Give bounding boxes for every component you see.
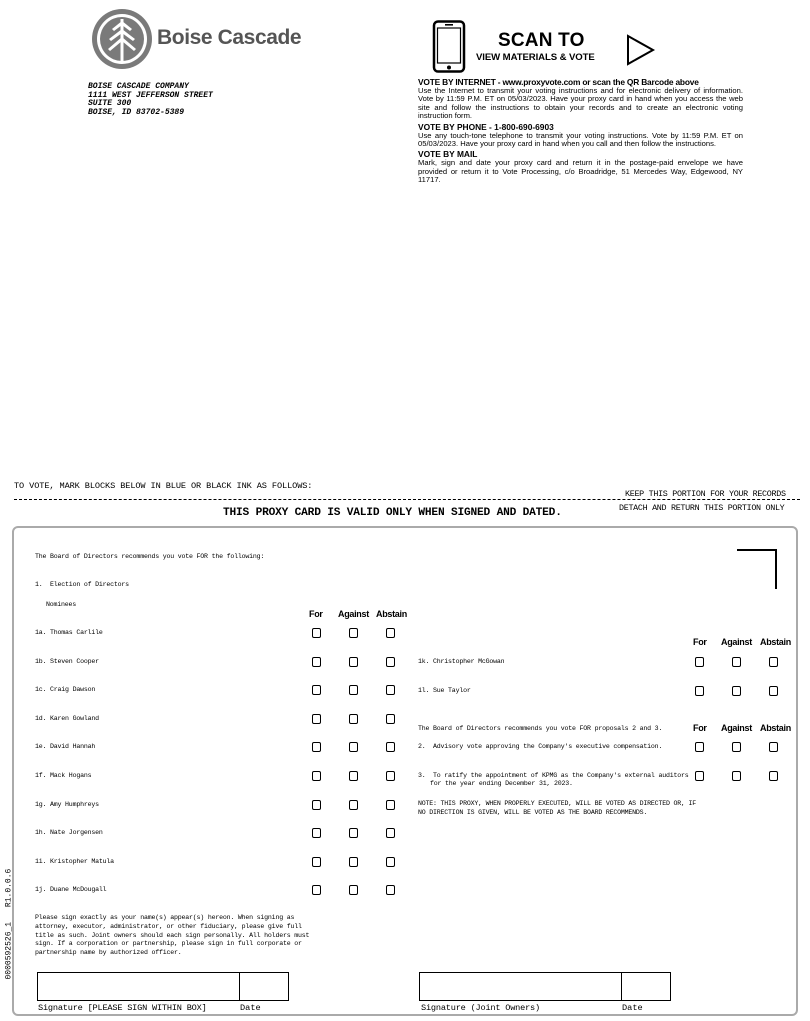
corner-mark <box>737 549 777 589</box>
board-recommendation-1: The Board of Directors recommends you vote FOR the following: <box>35 553 265 560</box>
logo-wordmark: Boise Cascade <box>157 26 302 49</box>
voting-instructions <box>418 77 743 185</box>
nominee-left-6-against-checkbox[interactable] <box>349 771 358 781</box>
nominee-name: 1l. Sue Taylor <box>418 686 471 694</box>
col-against-proposals: Against <box>721 723 752 733</box>
joint-date-box[interactable] <box>621 972 671 1001</box>
nominee-left-4-abstain-checkbox[interactable] <box>386 714 395 724</box>
proposal-2-abstain-checkbox[interactable] <box>769 742 778 752</box>
proposal-3-abstain-checkbox[interactable] <box>769 771 778 781</box>
proposal-3-text-cont: for the year ending December 31, 2023. <box>430 780 573 787</box>
signing-instruction-line: title as such. Joint owners should each sign personally. All holders must <box>35 931 310 939</box>
proposal-3-for-checkbox[interactable] <box>695 771 704 781</box>
nominee-left-1-abstain-checkbox[interactable] <box>386 628 395 638</box>
proxy-note: NOTE: THIS PROXY, WHEN PROPERLY EXECUTED, WILL BE VOTED AS DIRECTED OR, IF <box>418 800 697 807</box>
nominee-name: 1h. Nate Jorgensen <box>35 829 103 837</box>
nominee-left-8-abstain-checkbox[interactable] <box>386 828 395 838</box>
nominee-left-10-abstain-checkbox[interactable] <box>386 885 395 895</box>
return-portion-label: DETACH AND RETURN THIS PORTION ONLY <box>619 503 785 513</box>
vote-mail-text: Mark, sign and date your proxy card and return it in the postage-paid envelope we have provided or return it to Vote Processing, c/o Broadridge, 51 Mercedes Way, Edgewood, NY 11717. <box>418 158 743 185</box>
vote-internet-heading: VOTE BY INTERNET - www.proxyvote.com or scan the QR Barcode above <box>418 77 699 87</box>
nominee-left-1-for-checkbox[interactable] <box>312 628 321 638</box>
play-arrow-icon <box>626 34 656 66</box>
nominee-left-8-against-checkbox[interactable] <box>349 828 358 838</box>
signature-box[interactable] <box>37 972 240 1001</box>
nominee-name: 1g. Amy Humphreys <box>35 800 99 808</box>
nominee-left-4-for-checkbox[interactable] <box>312 714 321 724</box>
joint-date-label: Date <box>622 1003 643 1013</box>
nominee-name: 1b. Steven Cooper <box>35 657 99 665</box>
nominee-left-3-against-checkbox[interactable] <box>349 685 358 695</box>
signing-instruction-line: sign. If a corporation or partnership, please sign in full corporate or <box>35 940 302 948</box>
vote-internet-text: Use the Internet to transmit your voting instructions and for electronic delivery of information. Vote by 11:59 P.M. ET on 05/03/2023. Have your proxy card in hand when you access the web site and follow the instructions to obtain your records and to create an electronic voting instruction form. <box>418 86 743 121</box>
joint-signature-label: Signature (Joint Owners) <box>421 1003 540 1013</box>
nominee-left-3-abstain-checkbox[interactable] <box>386 685 395 695</box>
keep-portion-label: KEEP THIS PORTION FOR YOUR RECORDS <box>625 489 786 499</box>
nominee-right-2-against-checkbox[interactable] <box>732 686 741 696</box>
nominee-name: 1c. Craig Dawson <box>35 686 96 694</box>
nominee-name: 1i. Kristopher Matula <box>35 857 114 865</box>
nominee-left-2-abstain-checkbox[interactable] <box>386 657 395 667</box>
document-revision: R1.0.0.6 <box>4 868 14 908</box>
valid-notice: THIS PROXY CARD IS VALID ONLY WHEN SIGNED AND DATED. <box>223 507 562 519</box>
nominee-name: 1d. Karen Gowland <box>35 714 99 722</box>
nominee-left-7-against-checkbox[interactable] <box>349 800 358 810</box>
nominee-name: 1a. Thomas Carlile <box>35 629 103 636</box>
company-logo <box>90 7 310 71</box>
proposal-3-against-checkbox[interactable] <box>732 771 741 781</box>
address-line: SUITE 300 <box>88 99 132 109</box>
col-for-proposals: For <box>693 723 707 733</box>
nominee-left-5-against-checkbox[interactable] <box>349 742 358 752</box>
signing-instruction-line: Please sign exactly as your name(s) appear(s) hereon. When signing as <box>35 914 295 921</box>
phone-icon <box>432 20 466 73</box>
signature-label: Signature [PLEASE SIGN WITHIN BOX] <box>38 1003 207 1013</box>
document-control-number <box>4 868 14 980</box>
item-1-heading: 1. Election of Directors <box>35 581 129 588</box>
nominees-label: Nominees <box>46 601 77 608</box>
nominee-left-5-abstain-checkbox[interactable] <box>386 742 395 752</box>
signing-instruction-line: attorney, executor, administrator, or other fiduciary, please give full <box>35 922 302 930</box>
company-address <box>88 83 213 117</box>
board-recommendation-2: The Board of Directors recommends you vote FOR proposals 2 and 3. <box>418 725 663 732</box>
nominee-right-2-abstain-checkbox[interactable] <box>769 686 778 696</box>
address-line: BOISE CASCADE COMPANY <box>88 82 189 91</box>
vote-mail-heading: VOTE BY MAIL <box>418 149 478 160</box>
scan-title: SCAN TO <box>498 30 585 51</box>
nominee-left-3-for-checkbox[interactable] <box>312 685 321 695</box>
detach-dashed-line <box>14 499 800 500</box>
nominee-left-10-for-checkbox[interactable] <box>312 885 321 895</box>
joint-signature-box[interactable] <box>419 972 622 1001</box>
address-line: BOISE, ID 83702-5389 <box>88 107 185 117</box>
col-against-right: Against <box>721 637 752 647</box>
nominee-left-2-for-checkbox[interactable] <box>312 657 321 667</box>
col-for-left: For <box>309 609 323 619</box>
nominee-name: 1e. David Hannah <box>35 743 96 751</box>
col-for-right: For <box>693 637 707 647</box>
nominee-right-1-abstain-checkbox[interactable] <box>769 657 778 667</box>
nominee-right-2-for-checkbox[interactable] <box>695 686 704 696</box>
address-line: 1111 WEST JEFFERSON STREET <box>88 90 213 100</box>
nominee-right-1-for-checkbox[interactable] <box>695 657 704 667</box>
proposal-3-text: 3. To ratify the appointment of KPMG as the Company's external auditors <box>418 772 689 779</box>
proposal-2-text: 2. Advisory vote approving the Company's executive compensation. <box>418 743 663 750</box>
col-abstain-right: Abstain <box>760 637 791 647</box>
nominee-right-1-against-checkbox[interactable] <box>732 657 741 667</box>
signing-instruction-line: partnership name by authorized officer. <box>35 949 182 957</box>
nominee-left-4-against-checkbox[interactable] <box>349 714 358 724</box>
nominee-left-9-against-checkbox[interactable] <box>349 857 358 867</box>
scan-to-vote-banner <box>432 20 662 74</box>
nominee-name: 1j. Duane McDougall <box>35 886 107 894</box>
proposal-2-for-checkbox[interactable] <box>695 742 704 752</box>
vote-phone-heading: VOTE BY PHONE - 1-800-690-6903 <box>418 121 554 132</box>
nominee-left-7-for-checkbox[interactable] <box>312 800 321 810</box>
nominee-left-6-abstain-checkbox[interactable] <box>386 771 395 781</box>
col-abstain-left: Abstain <box>376 609 407 619</box>
nominee-left-7-abstain-checkbox[interactable] <box>386 800 395 810</box>
col-against-left: Against <box>338 609 369 619</box>
proposal-2-against-checkbox[interactable] <box>732 742 741 752</box>
tree-logo-icon <box>90 7 154 71</box>
ink-instruction: TO VOTE, MARK BLOCKS BELOW IN BLUE OR BLACK INK AS FOLLOWS: <box>14 481 313 491</box>
nominee-left-1-against-checkbox[interactable] <box>349 628 358 638</box>
nominee-name: 1k. Christopher McGowan <box>418 658 505 665</box>
date-label: Date <box>240 1003 261 1013</box>
nominee-left-9-for-checkbox[interactable] <box>312 857 321 867</box>
nominee-left-5-for-checkbox[interactable] <box>312 742 321 752</box>
nominee-left-10-against-checkbox[interactable] <box>349 885 358 895</box>
scan-subtitle: VIEW MATERIALS & VOTE <box>476 52 595 63</box>
nominee-name: 1f. Mack Hogans <box>35 772 92 779</box>
nominee-left-9-abstain-checkbox[interactable] <box>386 857 395 867</box>
nominee-left-8-for-checkbox[interactable] <box>312 828 321 838</box>
signing-instructions <box>35 914 309 958</box>
nominee-left-2-against-checkbox[interactable] <box>349 657 358 667</box>
date-box[interactable] <box>239 972 289 1001</box>
proxy-note-cont: NO DIRECTION IS GIVEN, WILL BE VOTED AS THE BOARD RECOMMENDS. <box>418 809 648 816</box>
vote-phone-text: Use any touch-tone telephone to transmit your voting instructions. Vote by 11:59 P.M. ET on 05/03/2023. Have your proxy card in hand when you call and then follow the instructions. <box>418 130 743 149</box>
col-abstain-proposals: Abstain <box>760 723 791 733</box>
nominee-left-6-for-checkbox[interactable] <box>312 771 321 781</box>
document-code: 0000592526_1 <box>4 921 14 980</box>
